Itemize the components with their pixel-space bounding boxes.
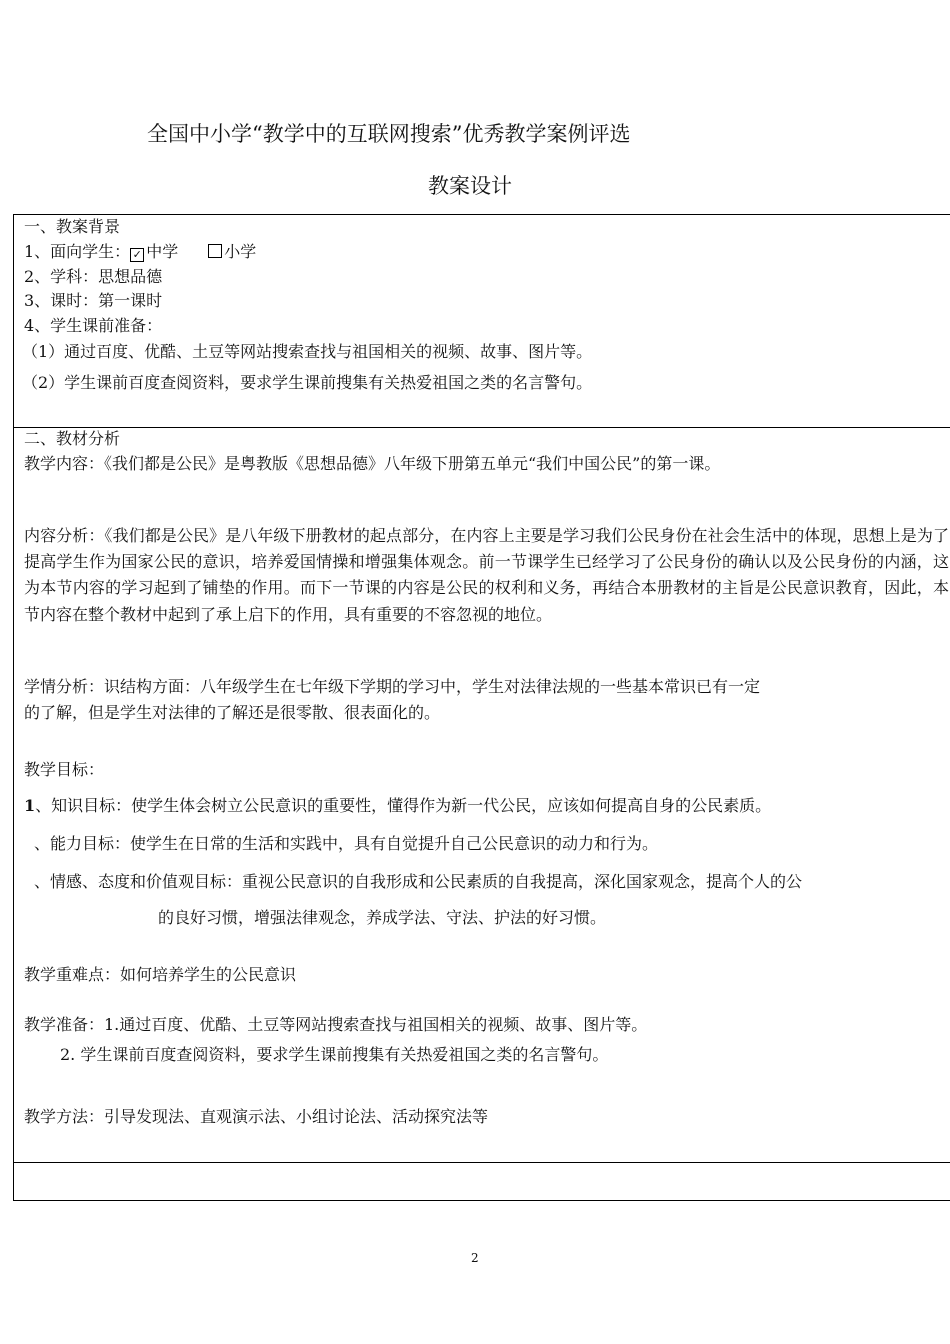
teaching-methods: 教学方法：引导发现法、直观演示法、小组讨论法、活动探究法等 (24, 1107, 489, 1126)
subject-line: 2、学科：思想品德 (24, 267, 163, 286)
section1-heading: 一、教案背景 (24, 217, 121, 236)
teaching-content: 教学内容：《我们都是公民》是粤教版《思想品德》八年级下册第五单元“我们中国公民”的第一课。 (24, 454, 721, 473)
teaching-prep-2: 2. 学生课前百度查阅资料，要求学生课前搜集有关热爱祖国之类的名言警句。 (60, 1045, 609, 1064)
prep-item-1: （1）通过百度、优酷、土豆等网站搜索查找与祖国相关的视频、故事、图片等。 (22, 342, 593, 361)
audience-label: 1、面向学生： (24, 242, 131, 261)
goal-attitude-cont: 的良好习惯，增强法律观念，养成学法、守法、护法的好习惯。 (158, 908, 607, 927)
document-title: 全国中小学“教学中的互联网搜索”优秀教学案例评选 (147, 122, 631, 146)
middle-school-label: 中学 (146, 242, 179, 261)
goal-knowledge (24, 796, 771, 816)
goal-knowledge-number: 1 (24, 796, 36, 815)
goal-knowledge-text: 、知识目标：使学生体会树立公民意识的重要性，懂得作为新一代公民，应该如何提高自身的公民素质。 (35, 796, 772, 815)
goal-attitude: 、情感、态度和价值观目标：重视公民意识的自我形成和公民素质的自我提高，深化国家观念，提高个人的公 (34, 872, 803, 891)
content-analysis: 内容分析：《我们都是公民》是八年级下册教材的起点部分，在内容上主要是学习我们公民身份在社会生活中的体现，思想上是为了提高学生作为国家公民的意识，培养爱国情操和增强集体观念。前一节课学生已经学习了公民身份的确认以及公民身份的内涵，这为本节内容的学习起到了铺垫的作用。而下一节课的内容是公民的权利和义务，再结合本册教材的主旨是公民意识教育，因此，本节内容在整个教材中起到了承上启下的作用，具有重要的不容忽视的地位。 (24, 526, 949, 624)
goal-ability: 、能力目标：使学生在日常的生活和实践中，具有自觉提升自己公民意识的动力和行为。 (34, 834, 659, 853)
teaching-prep-1: 教学准备：1.通过百度、优酷、土豆等网站搜索查找与祖国相关的视频、故事、图片等。 (24, 1015, 648, 1034)
key-point: 教学重难点：如何培养学生的公民意识 (24, 965, 297, 984)
section-empty-box (13, 1162, 950, 1201)
period-line: 3、课时：第一课时 (24, 291, 163, 310)
section2-heading: 二、教材分析 (24, 429, 121, 448)
primary-school-label: 小学 (224, 242, 257, 261)
audience-row (24, 242, 256, 262)
goals-heading: 教学目标： (24, 760, 105, 779)
learner-analysis-line1: 学情分析：识结构方面：八年级学生在七年级下学期的学习中，学生对法律法规的一些基本常识已有一定 (24, 677, 761, 696)
document-subtitle: 教案设计 (428, 174, 512, 198)
check-icon: ✓ (132, 248, 142, 261)
primary-school-checkbox (208, 244, 222, 258)
learner-analysis-line2: 的了解，但是学生对法律的了解还是很零散、很表面化的。 (24, 703, 441, 722)
page-number: 2 (471, 1251, 479, 1265)
middle-school-checkbox (130, 248, 144, 262)
prep-heading: 4、学生课前准备： (24, 316, 163, 335)
prep-item-2: （2）学生课前百度查阅资料，要求学生课前搜集有关热爱祖国之类的名言警句。 (22, 373, 593, 392)
